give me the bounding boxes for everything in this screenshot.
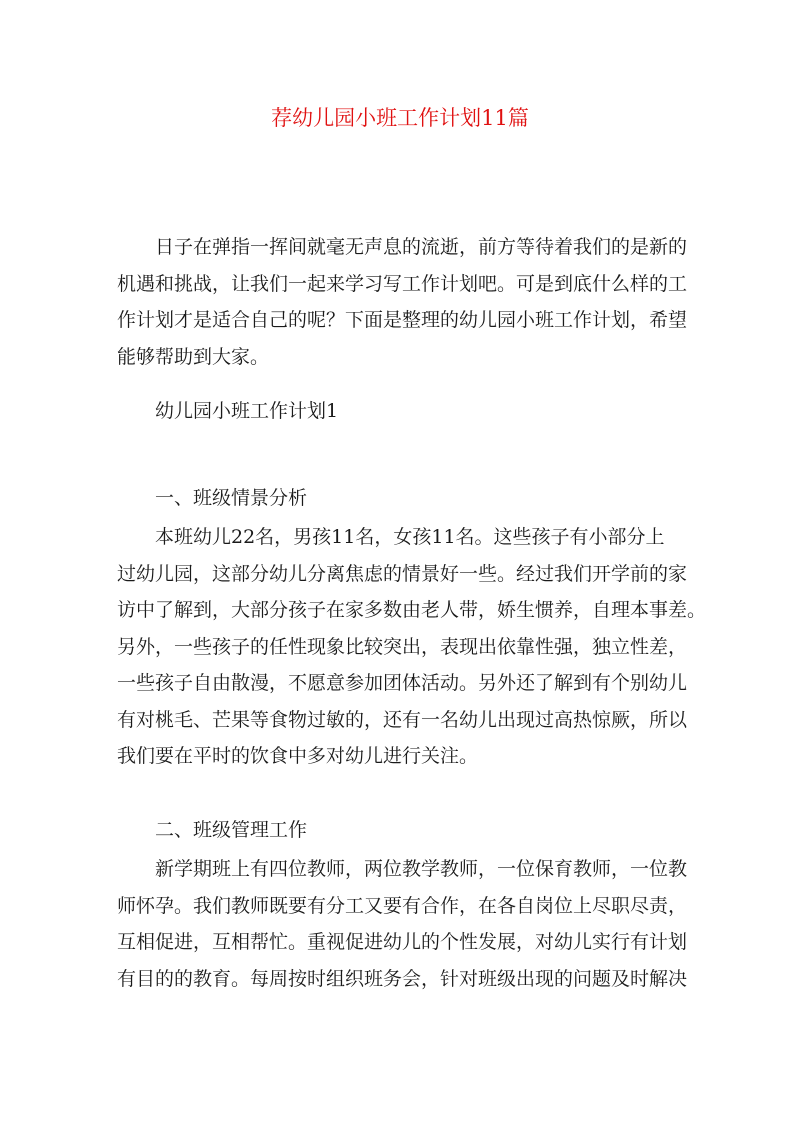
section2-paragraph (117, 851, 688, 997)
intro-line: 作计划才是适合自己的呢？下面是整理的幼儿园小班工作计划，希望 (117, 309, 688, 331)
section2-line: 互相促进，互相帮忙。重视促进幼儿的个性发展，对幼儿实行有计划 (117, 931, 688, 953)
section1-line: 本班幼儿22名，男孩11名，女孩11名。这些孩子有小部分上 (155, 526, 665, 548)
section2-line: 有目的的教育。每周按时组织班务会，针对班级出现的问题及时解决 (117, 967, 688, 990)
section1-line: 访中了解到，大部分孩子在家多数由老人带，娇生惯养，自理本事差。 (117, 599, 707, 621)
section1-line: 我们要在平时的饮食中多对幼儿进行关注。 (117, 745, 479, 767)
plan-heading (117, 393, 683, 430)
section1-heading-text: 一、班级情景分析 (155, 487, 308, 509)
section1-heading (117, 480, 683, 517)
section1-line: 另外，一些孩子的任性现象比较突出，表现出依靠性强，独立性差， (117, 635, 688, 658)
section1-line: 一些孩子自由散漫，不愿意参加团体活动。另外还了解到有个别幼儿 (117, 672, 688, 694)
section2-heading-text: 二、班级管理工作 (155, 819, 308, 841)
section2-line: 新学期班上有四位教师，两位教学教师，一位保育教师，一位教 (155, 858, 688, 880)
section2-heading (117, 812, 683, 849)
intro-line: 日子在弹指一挥间就毫无声息的流逝，前方等待着我们的是新的 (155, 236, 688, 258)
section1-line: 有对桃毛、芒果等食物过敏的，还有一名幼儿出现过高热惊厥，所以 (117, 708, 688, 731)
document-title: 荐幼儿园小班工作计划11篇 (271, 106, 529, 130)
intro-line: 机遇和挑战，让我们一起来学习写工作计划吧。可是到底什么样的工 (117, 272, 688, 295)
section1-line: 过幼儿园，这部分幼儿分离焦虑的情景好一些。经过我们开学前的家 (117, 562, 688, 585)
intro-line: 能够帮助到大家。 (117, 345, 270, 368)
intro-paragraph (117, 229, 688, 375)
section1-paragraph (117, 519, 707, 775)
section2-line: 师怀孕。我们教师既要有分工又要有合作，在各自岗位上尽职尽责， (117, 894, 688, 917)
plan-heading-text: 幼儿园小班工作计划1 (155, 400, 339, 422)
